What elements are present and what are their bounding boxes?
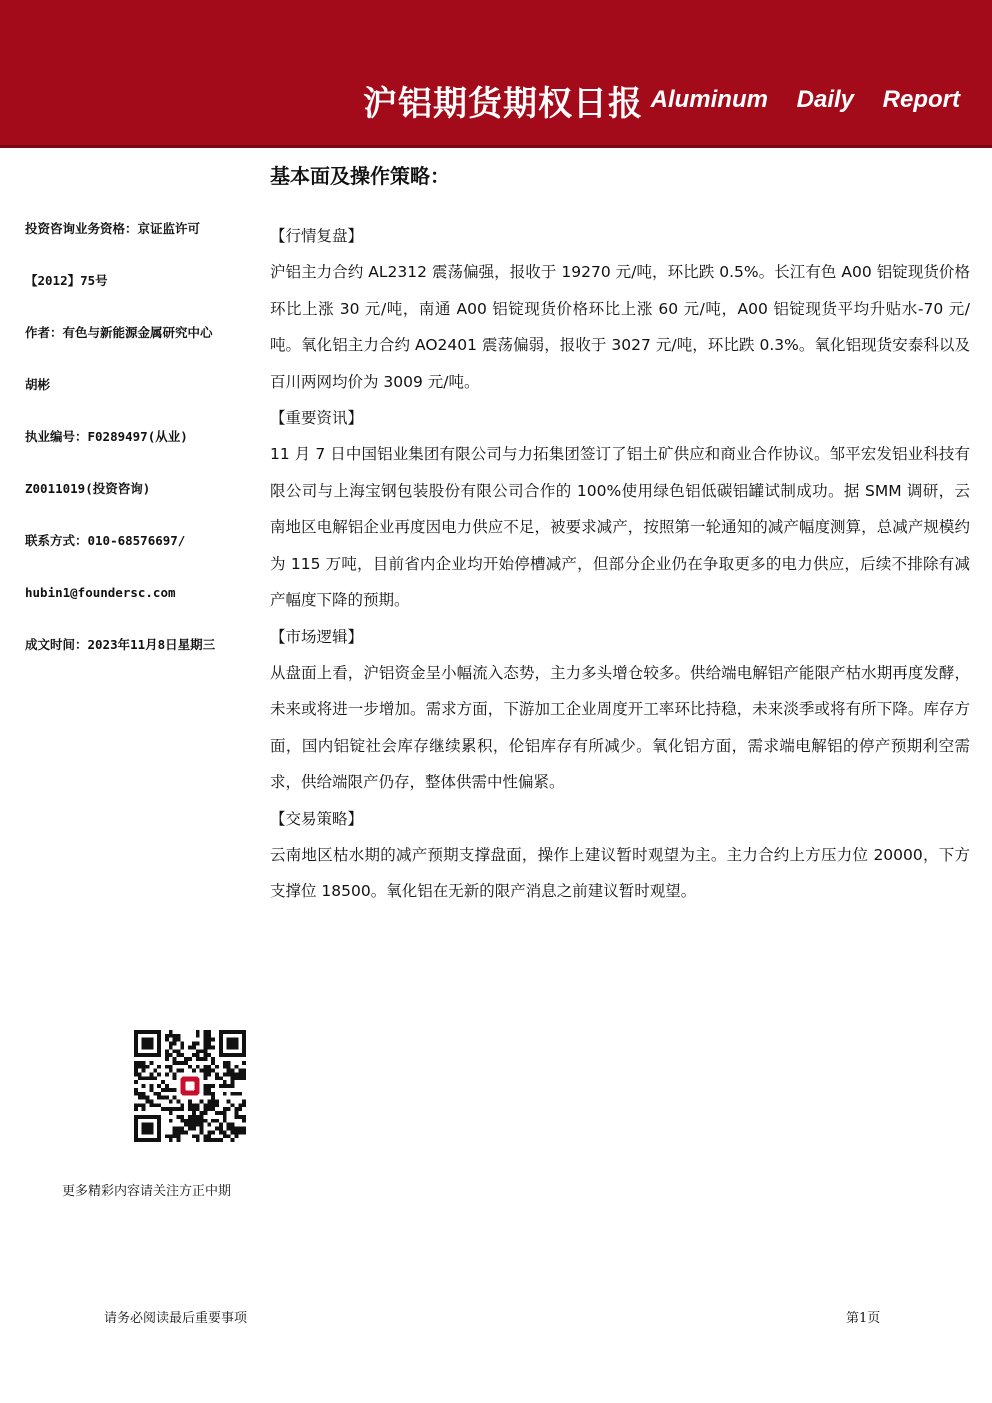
report-title-cn: 沪铝期货期权日报 <box>363 84 643 124</box>
sidebar-line-qualification: 投资咨询业务资格：京证监许可 <box>25 221 201 236</box>
sidebar-line-author-name: 胡彬 <box>25 377 51 392</box>
author-sidebar <box>25 218 265 686</box>
footer-disclaimer-note: 请务必阅读最后重要事项 <box>104 1311 248 1326</box>
section-label-trading-strategy: 【交易策略】 <box>270 809 364 828</box>
sidebar-line-practice-no: 执业编号：F0289497(从业) <box>25 429 188 444</box>
footer-page-number: 第1页 <box>846 1311 881 1326</box>
sidebar-line-contact-email[interactable]: hubin1@foundersc.com <box>25 585 176 600</box>
sidebar-line-consult-no: Z0011019(投资咨询) <box>25 481 151 496</box>
sidebar-line-date: 成文时间：2023年11月8日星期三 <box>25 637 216 652</box>
section-label-market-logic: 【市场逻辑】 <box>270 627 364 646</box>
sidebar-line-contact-phone: 联系方式：010-68576697/ <box>25 533 186 548</box>
sidebar-line-author-team: 作者：有色与新能源金属研究中心 <box>25 325 213 340</box>
qr-caption: 更多精彩内容请关注方正中期 <box>62 1184 232 1199</box>
section-text-key-news: 11 月 7 日中国铝业集团有限公司与力拓集团签订了铝土矿供应和商业合作协议。邹平宏发铝业科技有限公司与上海宝钢包装股份有限公司合作的 100%使用绿色铝低碳铝罐试制成功。据 SMM 调研，云南地区电解铝企业再度因电力供应不足，被要求减产，按照第一轮通知的减产幅度测算，总减产规模约为 115 万吨，目前省内企业均开始停槽减产，但部分企业仍在争取更多的电力供应，后续不排除有减产幅度下降的预期。 <box>270 445 970 609</box>
report-body <box>270 218 970 910</box>
section-heading: 基本面及操作策略： <box>270 164 450 188</box>
report-title-en: Aluminum Daily Report <box>650 86 960 113</box>
sidebar-line-license: 【2012】75号 <box>25 273 108 288</box>
section-text-market-logic: 从盘面上看，沪铝资金呈小幅流入态势，主力多头增仓较多。供给端电解铝产能限产枯水期再度发酵，未来或将进一步增加。需求方面，下游加工企业周度开工率环比持稳，未来淡季或将有所下降。库存方面，国内铝锭社会库存继续累积，伦铝库存有所减少。氧化铝方面，需求端电解铝的停产预期利空需求，供给端限产仍存，整体供需中性偏紧。 <box>270 663 970 791</box>
qr-code-icon <box>134 1030 246 1142</box>
section-text-trading-strategy: 云南地区枯水期的减产预期支撑盘面，操作上建议暂时观望为主。主力合约上方压力位 20000，下方支撑位 18500。氧化铝在无新的限产消息之前建议暂时观望。 <box>270 845 970 900</box>
report-header <box>0 0 992 148</box>
section-text-market-review: 沪铝主力合约 AL2312 震荡偏强，报收于 19270 元/吨，环比跌 0.5%。长江有色 A00 铝锭现货价格环比上涨 30 元/吨，南通 A00 铝锭现货价格环比上涨 60 元/吨，A00 铝锭现货平均升贴水-70 元/吨。氧化铝主力合约 AO2401 震荡偏弱，报收于 3027 元/吨，环比跌 0.3%。氧化铝现货安泰科以及百川两网均价为 3009 元/吨。 <box>270 263 970 391</box>
section-label-key-news: 【重要资讯】 <box>270 409 364 427</box>
section-label-market-review: 【行情复盘】 <box>270 227 364 245</box>
